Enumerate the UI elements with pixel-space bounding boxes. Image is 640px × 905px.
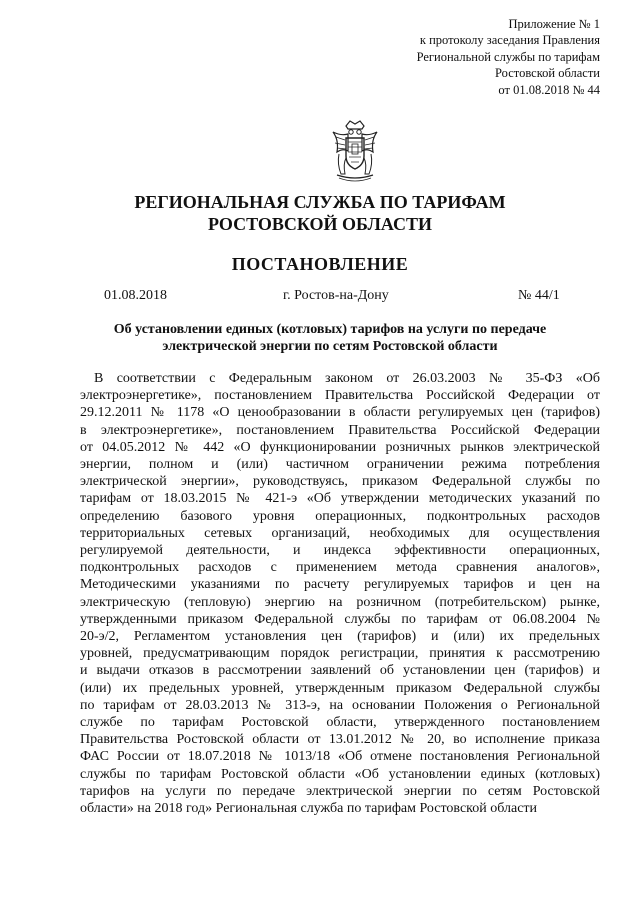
- body-line: и выдачи отказов в рассмотрении заявлений об установлении цен (тарифов) и: [80, 663, 600, 679]
- agency-name-line2: РОСТОВСКОЙ ОБЛАСТИ: [208, 214, 432, 234]
- annex-line: Региональной службы по тарифам: [416, 49, 600, 64]
- annex-line: Ростовской области: [495, 66, 600, 81]
- body-line: энергии, полном и (или) частичном ограничении режима потребления: [80, 457, 600, 473]
- decree-title: ПОСТАНОВЛЕНИЕ: [231, 254, 409, 274]
- body-line: ФАС России от 18.07.2018 № 1013/18 «Об отмене постановления Региональной: [80, 749, 600, 765]
- annex-line: от 01.08.2018 № 44: [498, 82, 600, 97]
- body-line: В соответствии с Федеральным законом от 26.03.2003 № 35-ФЗ «Об: [94, 371, 600, 386]
- body-line: Правительства Ростовской области от 13.01.2012 № 20, во исполнение приказа: [80, 732, 600, 748]
- body-line: территориальных сетевых организаций, необходимых для осуществления: [80, 525, 600, 541]
- body-line: электроэнергетике», постановлением Правительства Российской Федерации от: [80, 388, 600, 404]
- body-line: 20-э/2, Регламентом установления цен (тарифов) и (или) их предельных: [80, 629, 600, 645]
- annex-line: к протоколу заседания Правления: [419, 33, 600, 48]
- body-line: утвержденными приказом Федеральной службы по тарифам от 06.08.2004 №: [80, 611, 600, 627]
- agency-name-line1: РЕГИОНАЛЬНАЯ СЛУЖБА ПО ТАРИФАМ: [134, 192, 506, 212]
- body-line: по тарифам от 28.03.2013 № 313-э, на основании Положения о Региональной: [80, 697, 600, 713]
- body-line: уровней, предусматривающим порядок регистрации, принятия к рассмотрению: [80, 646, 600, 662]
- body-line: 29.12.2011 № 1178 «О ценообразовании в области регулируемых цен (тарифов): [80, 405, 600, 421]
- body-line: тарифов на услуги по передаче электрической энергии по сетям Ростовской: [80, 783, 600, 799]
- decree-number: № 44/1: [518, 288, 560, 303]
- body-line: службы по тарифам Ростовской области «Об установлении единых (котловых): [80, 766, 600, 782]
- body-line: регулируемой деятельности, и индекса эффективности операционных,: [80, 543, 600, 559]
- body-line: области» на 2018 год» Региональная служба по тарифам Ростовской области: [80, 801, 538, 817]
- decree-subject: [110, 321, 550, 355]
- body-line: (или) их предельных уровней, утвержденным приказом Федеральной службы: [80, 680, 600, 696]
- annex-block: [340, 16, 600, 98]
- body-line: Методическими указаниями по расчету регулируемых тарифов и цен на: [80, 577, 600, 593]
- body-line: электрической энергии», руководствуясь, приказом Федеральной службы по: [80, 474, 600, 490]
- body-paragraph: [80, 370, 600, 817]
- coat-of-arms-icon: [329, 118, 381, 182]
- decree-city: г. Ростов-на-Дону: [283, 288, 389, 303]
- body-line: тарифам от 18.03.2015 № 421-э «Об утверждении методических указаний по: [80, 491, 600, 507]
- body-line: от 04.05.2012 № 442 «О функционировании розничных рынков электрической: [80, 439, 600, 455]
- annex-line: Приложение № 1: [508, 17, 600, 31]
- body-line: подконтрольных расходов с применением метода сравнения аналогов»,: [80, 560, 600, 576]
- subject-line: электрической энергии по сетям Ростовской области: [162, 339, 498, 354]
- body-line: в электроэнергетике», постановлением Правительства Российской Федерации: [80, 422, 600, 438]
- body-line: электрическую (тепловую) энергию на розничном (потребительском) рынке,: [80, 594, 600, 610]
- decree-date: 01.08.2018: [104, 288, 167, 303]
- subject-line: Об установлении единых (котловых) тарифов на услуги по передаче: [113, 322, 547, 337]
- body-line: службе по тарифам Ростовской области, утвержденного постановлением: [80, 715, 600, 731]
- body-line: определению базового уровня операционных, подконтрольных расходов: [80, 508, 600, 524]
